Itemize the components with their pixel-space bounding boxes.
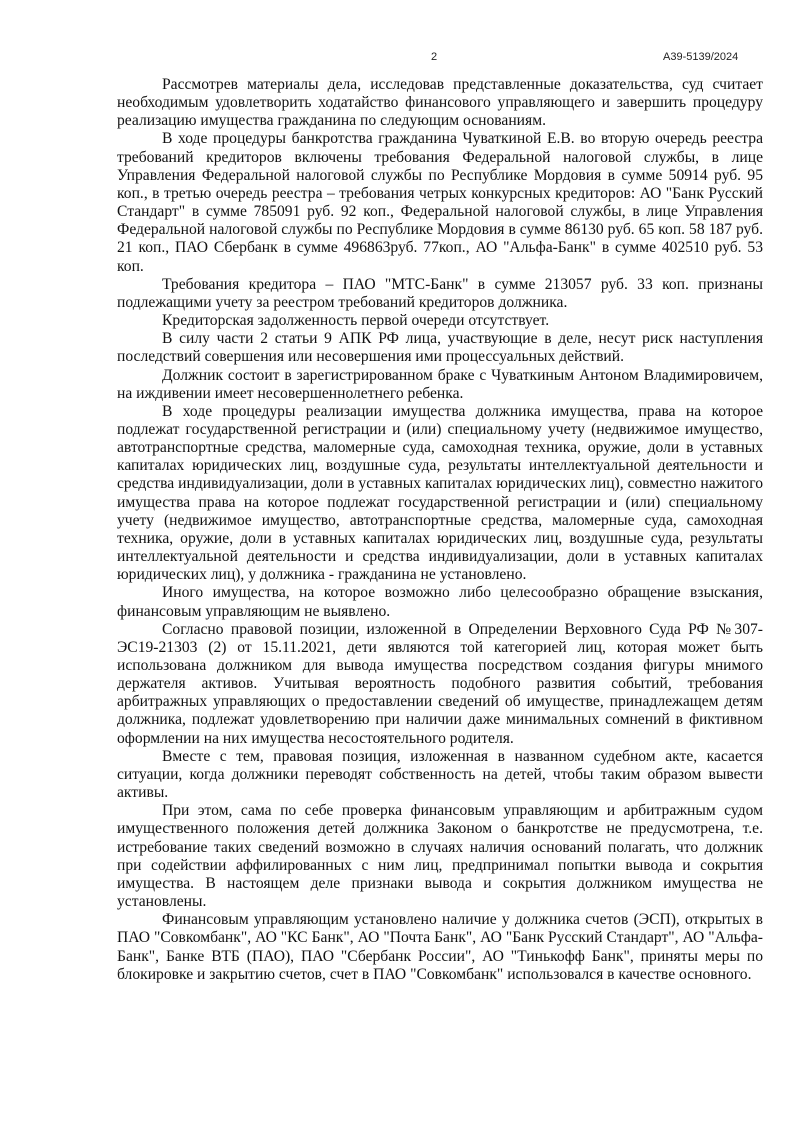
paragraph-3: Требования кредитора – ПАО "МТС-Банк" в сумме 213057 руб. 33 коп. признаны подлежащими учету за реестром требований кредиторов должника. (117, 275, 763, 311)
paragraph-10: Вместе с тем, правовая позиция, изложенная в названном судебном акте, касается ситуации, когда должники переводят собственность на детей, чтобы таким образом вывести активы. (117, 747, 763, 802)
paragraph-8: Иного имущества, на которое возможно либо целесообразно обращение взыскания, финансовым управляющим не выявлено. (117, 584, 763, 620)
paragraph-2: В ходе процедуры банкротства гражданина Чуваткиной Е.В. во вторую очередь реестра требований кредиторов включены требования Федеральной налоговой службы, в лице Управления Федеральной налоговой службы по Республике Мордовия в сумме 50914 руб. 95 коп., в третью очередь реестра – требования четрых конкурсных кредиторов: АО "Банк Русский Стандарт" в сумме 785091 руб. 92 коп., Федеральной налоговой службы, в лице Управления Федеральной налоговой службы по Республике Мордовия в сумме 86130 руб. 65 коп. 58 187 руб. 21 коп., ПАО Сбербанк в сумме 496863руб. 77коп., АО "Альфа-Банк" в сумме 402510 руб. 53 коп. (117, 130, 763, 275)
paragraph-6: Должник состоит в зарегистрированном браке с Чуваткиным Антоном Владимировичем, на иждивении имеет несовершеннолетнего ребенка. (117, 366, 763, 402)
paragraph-4: Кредиторская задолженность первой очереди отсутствует. (162, 312, 550, 330)
paragraph-1: Рассмотрев материалы дела, исследовав представленные доказательства, суд считает необходимым удовлетворить ходатайство финансового управляющего и завершить процедуру реализацию имущества гражданина по следующим основаниям. (117, 76, 763, 130)
case-number: А39-5139/2024 (663, 51, 739, 63)
paragraph-12: Финансовым управляющим установлено наличие у должника счетов (ЭСП), открытых в ПАО "Совкомбанк", АО "КС Банк", АО "Почта Банк", АО "Банк Русский Стандарт", АО "Альфа-Банк", Банке ВТБ (ПАО), ПАО "Сбербанк России", АО "Тинькофф Банк", приняты меры по блокировке и закрытию счетов, счет в ПАО "Совкомбанк" использовался в качестве основного. (117, 911, 763, 983)
paragraph-7: В ходе процедуры реализации имущества должника имущества, права на которое подлежат государственной регистрации и (или) специальному учету (недвижимое имущество, автотранспортные средства, маломерные суда, самоходная техника, оружие, доли в уставных капиталах юридических лиц, воздушные суда, результаты интеллектуальной деятельности и средства индивидуализации, доли в уставных капиталах юридических лиц), совместно нажитого имущества права на которое подлежат государственной регистрации и (или) специальному учету (недвижимое имущество, автотранспортные средства, маломерные суда, самоходная техника, оружие, доли в уставных капиталах юридических лиц, воздушные суда, результаты интеллектуальной деятельности и средства индивидуализации, доли в уставных капиталах юридических лиц), у должника - гражданина не установлено. (117, 402, 763, 584)
document-body (117, 76, 763, 984)
page-number: 2 (431, 51, 438, 63)
paragraph-5: В силу части 2 статьи 9 АПК РФ лица, участвующие в деле, несут риск наступления последствий совершения или несовершения ими процессуальных действий. (117, 330, 763, 366)
paragraph-9: Согласно правовой позиции, изложенной в Определении Верховного Суда РФ №307-ЭС19-21303 (2) от 15.11.2021, дети являются той категорией лиц, которая может быть использована должником для вывода имущества посредством создания фигуры мнимого держателя активов. Учитывая вероятность подобного развития событий, требования арбитражных управляющих о предоставлении сведений об имуществе, принадлежащем детям должника, подлежат удовлетворению при наличии даже минимальных сомнений в фиктивном оформлении на них имущества несостоятельного родителя. (117, 620, 763, 747)
paragraph-11: При этом, сама по себе проверка финансовым управляющим и арбитражным судом имущественного положения детей должника Законом о банкротстве не предусмотрена, т.е. истребование таких сведений возможно в случаях наличия оснований полагать, что должник при содействии аффилированных с ним лиц, предпринимал попытки вывода и сокрытия имущества. В настоящем деле признаки вывода и сокрытия должником имущества не установлены. (117, 802, 763, 911)
